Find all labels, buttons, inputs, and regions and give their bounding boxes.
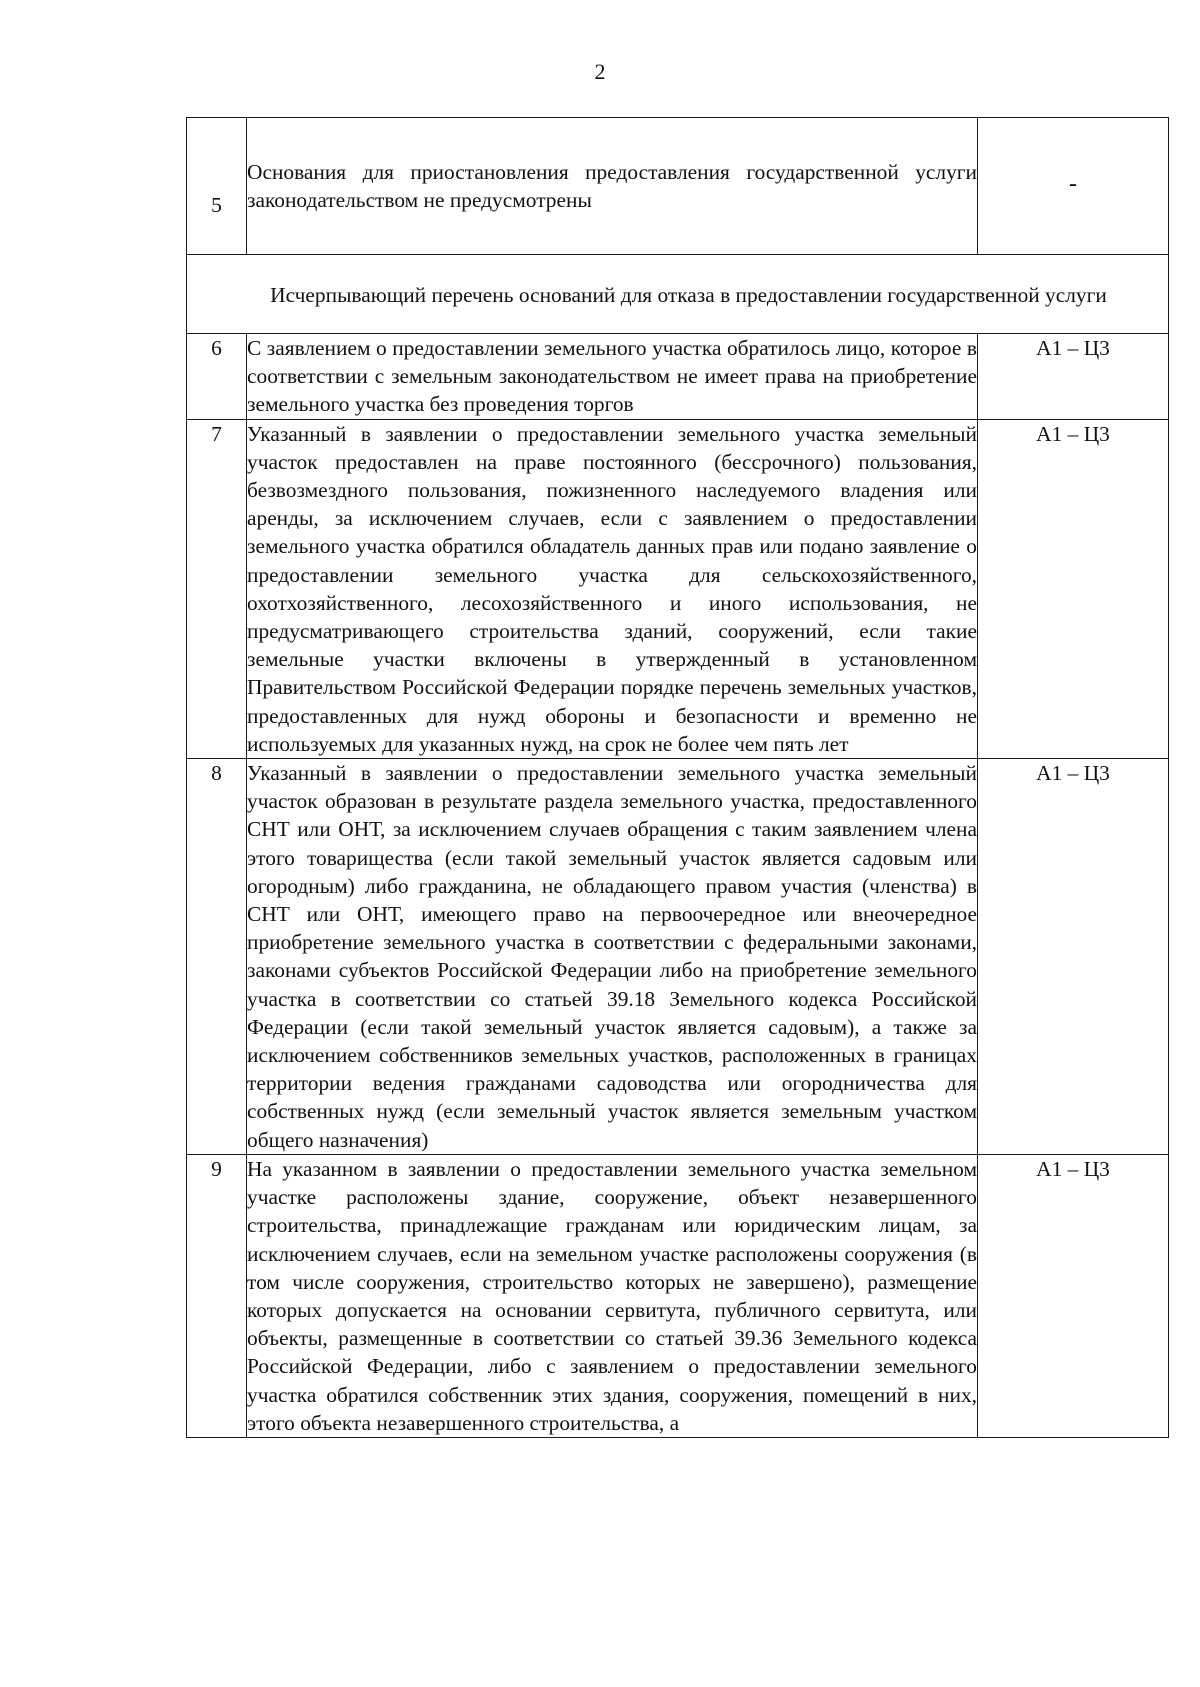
row-text: Основания для приостановления предоставления государственной услуги законодательством не предусмотрены [247,118,978,255]
row-code: А1 – Ц3 [978,1154,1169,1437]
row-text: С заявлением о предоставлении земельного участка обратилось лицо, которое в соответствии с земельным законодательством не имеет права на приобретение земельного участка без проведения торгов [247,334,978,420]
grounds-table [186,117,1169,1438]
row-text: Указанный в заявлении о предоставлении земельного участка земельный участок предоставлен на праве постоянного (бессрочного) пользования, безвозмездного пользования, пожизненного наследуемого владения или аренды, за исключением случаев, если с заявлением о предоставлении земельного участка обратился обладатель данных прав или подано заявление о предоставлении земельного участка для сельскохозяйственного, охотхозяйственного, лесохозяйственного и иного использования, не предусматривающего строительства зданий, сооружений, если такие земельные участки включены в утвержденный в установленном Правительством Российской Федерации порядке перечень земельных участков, предоставленных для нужд обороны и безопасности и временно не используемых для указанных нужд, на срок не более чем пять лет [247,419,978,758]
page-number: 2 [594,59,606,84]
row-number: 8 [187,759,247,1155]
row-number: 6 [187,334,247,420]
table-row [187,118,1169,255]
row-code: А1 – Ц3 [978,419,1169,758]
table-row [187,334,1169,420]
table-row [187,759,1169,1155]
table-row [187,419,1169,758]
table-row [187,1154,1169,1437]
row-code: А1 – Ц3 [978,759,1169,1155]
row-text: Указанный в заявлении о предоставлении земельного участка земельный участок образован в результате раздела земельного участка, предоставленного СНТ или ОНТ, за исключением случаев обращения с таким заявлением члена этого товарищества (если такой земельный участок является садовым или огородным) либо гражданина, не обладающего правом участия (членства) в СНТ или ОНТ, имеющего право на первоочередное или внеочередное приобретение земельного участка в соответствии с федеральными законами, законами субъектов Российской Федерации либо на приобретение земельного участка в соответствии со статьей 39.18 Земельного кодекса Российской Федерации (если такой земельный участок является садовым), а также за исключением собственников земельных участков, расположенных в границах территории ведения гражданами садоводства или огородничества для собственных нужд (если земельный участок является земельным участком общего назначения) [247,759,978,1155]
row-text: На указанном в заявлении о предоставлении земельного участка земельном участке расположены здание, сооружение, объект незавершенного строительства, принадлежащие гражданам или юридическим лицам, за исключением случаев, если на земельном участке расположены сооружения (в том числе сооружения, строительство которых не завершено), размещение которых допускается на основании сервитута, публичного сервитута, или объекты, размещенные в соответствии со статьей 39.36 Земельного кодекса Российской Федерации, либо с заявлением о предоставлении земельного участка обратился собственник этих здания, сооружения, помещений в них, этого объекта незавершенного строительства, а [247,1154,978,1437]
row-number: 5 [187,118,247,255]
section-heading: Исчерпывающий перечень оснований для отказа в предоставлении государственной услуги [187,255,1169,334]
section-heading-row [187,255,1169,334]
row-code: А1 – Ц3 [978,334,1169,420]
row-code-dash: - [1069,170,1077,197]
row-code [978,118,1169,255]
row-number: 9 [187,1154,247,1437]
row-number: 7 [187,419,247,758]
